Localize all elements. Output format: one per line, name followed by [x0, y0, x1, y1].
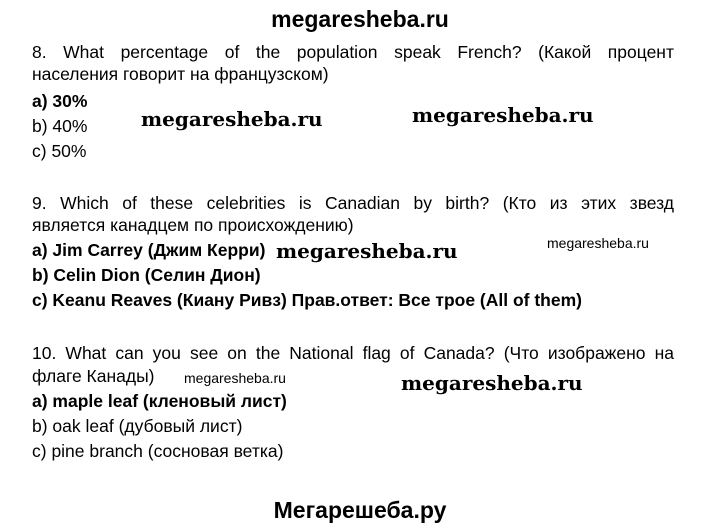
watermark-text: megaresheba.ru [184, 370, 286, 386]
question-10-line-1: 10. What can you see on the National flag of Canada? (Что изображено на [32, 343, 674, 363]
question-10-option-c: c) pine branch (сосновая ветка) [32, 441, 284, 461]
question-9-line-1: 9. Which of these celebrities is Canadian by birth? (Кто из этих звезд [32, 193, 674, 213]
watermark-text: megaresheba.ru [412, 103, 594, 127]
question-10-option-a: a) maple leaf (кленовый лист) [32, 391, 287, 411]
question-9-option-a: a) Jim Carrey (Джим Керри) [32, 240, 266, 260]
question-9-line-2: является канадцем по происхождению) [32, 215, 354, 235]
watermark-text: megaresheba.ru [141, 107, 323, 131]
watermark-text: megaresheba.ru [276, 239, 458, 263]
question-8-option-c: c) 50% [32, 141, 87, 161]
watermark-text: megaresheba.ru [547, 235, 649, 251]
question-10-option-b: b) oak leaf (дубовый лист) [32, 416, 243, 436]
question-8-line-1: 8. What percentage of the population speak French? (Какой процент [32, 42, 674, 62]
question-9-option-b: b) Celin Dion (Селин Дион) [32, 265, 261, 285]
watermark-text: megaresheba.ru [401, 371, 583, 395]
question-10-line-2: флаге Канады) [32, 366, 155, 386]
site-header: megaresheba.ru [271, 6, 449, 32]
site-footer: Мегарешеба.ру [273, 497, 447, 523]
question-9-option-c: c) Keanu Reaves (Киану Ривз) Прав.ответ: Все трое (All of them) [32, 290, 582, 310]
question-8-option-b: b) 40% [32, 116, 88, 136]
question-8-option-a: a) 30% [32, 91, 88, 111]
question-8-line-2: населения говорит на французском) [32, 64, 329, 84]
